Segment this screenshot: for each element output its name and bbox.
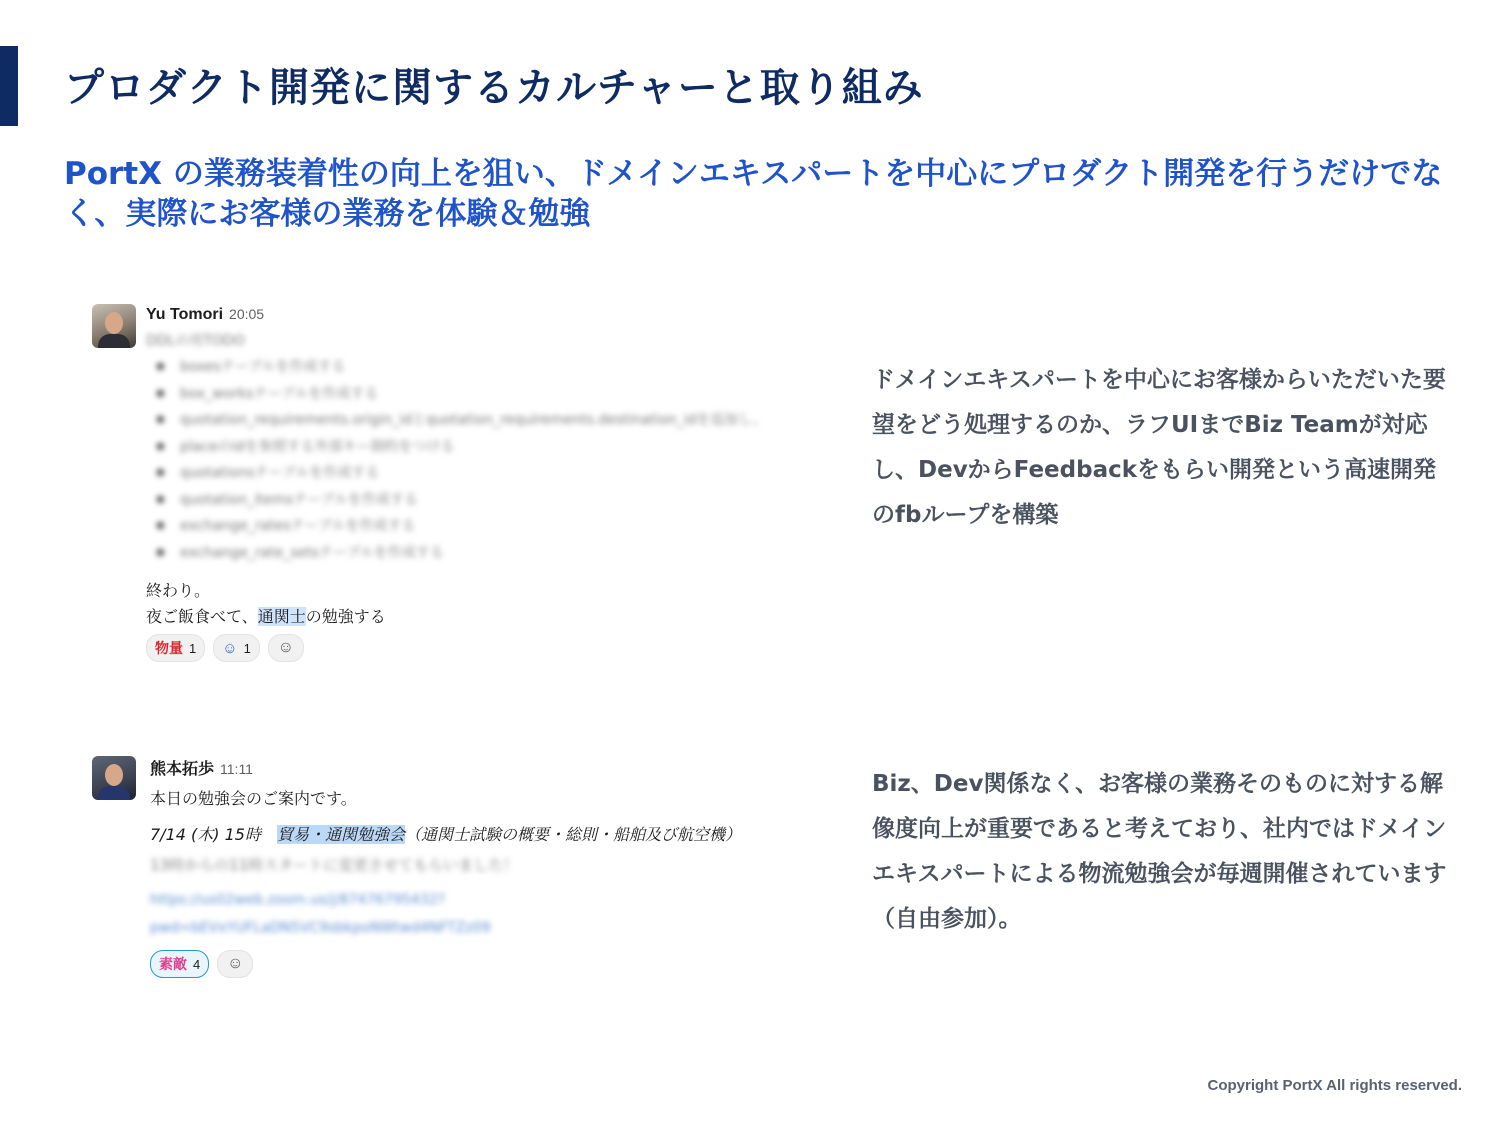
message-line (146, 604, 386, 627)
text-segment: の勉強する (305, 607, 386, 626)
blurred-heading: DDLの用TODO (146, 333, 245, 349)
list-item: ● exchange_rate_setsテーブルを作成する (152, 540, 767, 567)
reaction-pill[interactable] (146, 634, 205, 662)
suteki-emoji-icon: 素敵 (159, 956, 187, 972)
description-2: Biz、Dev関係なく、お客様の業務そのものに対する解像度向上が重要であると考えており、社内ではドメインエキスパートによる物流勉強会が毎週開催されています（自由参加）。 (872, 771, 1447, 932)
reaction-pill[interactable] (213, 634, 260, 662)
add-reaction-button[interactable] (217, 950, 253, 978)
message-time[interactable]: 20:05 (229, 306, 265, 322)
list-item-continuation: ● placeのidを参照する外部キー制約をつける (152, 434, 767, 461)
description-1: ドメインエキスパートを中心にお客様からいただいた要望をどう処理するのか、ラフUIまでBiz Teamが対応し、DevからFeedbackをもらい開発という高速開発のfbループを構築 (872, 367, 1446, 528)
blurred-todo-list (152, 354, 767, 566)
avatar[interactable] (92, 304, 136, 348)
add-emoji-icon: ☺ (227, 955, 244, 972)
list-item: ● quotationsテーブルを作成する (152, 460, 767, 487)
message-line: 終わり。 (146, 581, 211, 600)
list-item: ● quotation_requirements.origin_idとquotation_requirements.destination_idを追加し、 (152, 407, 767, 434)
add-emoji-icon: ☺ (277, 639, 294, 656)
message-line (150, 822, 741, 845)
reaction-count: 1 (189, 640, 197, 656)
reaction-bar (146, 634, 304, 662)
highlighted-keyword[interactable]: 通関士 (257, 607, 306, 626)
sender-name[interactable]: 熊本拓歩 (150, 761, 215, 778)
text-segment: 夜ご飯食べて、 (146, 607, 258, 626)
reaction-count: 4 (193, 956, 201, 972)
list-item: ● boxesテーブルを作成する (152, 354, 767, 381)
add-reaction-button[interactable] (268, 634, 304, 662)
blurred-link[interactable]: pwd=bEVxYUFLaDN5VC9sbkpoNWtwd4NFTZz09 (150, 920, 491, 936)
page-title: プロダクト開発に関するカルチャーと取り組み (64, 65, 924, 111)
text-segment: 7/14 (木) 15時 (150, 825, 261, 844)
highlighted-keyword[interactable]: 貿易・通関勉強会 (276, 825, 405, 844)
blurred-line: 13時からの11時スタートに変更させてもらいました！ (150, 856, 519, 874)
message-line: 本日の勉強会のご案内です。 (150, 789, 357, 808)
list-item: ● quotation_itemsテーブルを作成する (152, 487, 767, 514)
copyright-footer: Copyright PortX All rights reserved. (1207, 1077, 1462, 1094)
message-header (146, 304, 264, 324)
sender-name[interactable]: Yu Tomori (146, 306, 224, 323)
list-item: ● box_worksテーブルを作成する (152, 381, 767, 408)
message-header (150, 756, 253, 779)
face-emoji-icon: ☺ (222, 639, 238, 657)
text-segment: （通関士試験の概要・総則・船舶及び航空機） (404, 825, 741, 844)
message-time[interactable]: 11:11 (220, 761, 253, 777)
blurred-link[interactable]: https://us02web.zoom.us/j/87476795432? (150, 892, 446, 908)
reaction-pill[interactable] (150, 950, 209, 978)
page-subtitle: PortX の業務装着性の向上を狙い、ドメインエキスパートを中心にプロダクト開発を行うだけでなく、実際にお客様の業務を体験＆勉強 (64, 156, 1443, 232)
list-item: ● exchange_ratesテーブルを作成する (152, 513, 767, 540)
reaction-count: 1 (243, 640, 251, 656)
butsuryo-emoji-icon: 物量 (155, 640, 183, 656)
avatar[interactable] (92, 756, 136, 800)
reaction-bar (150, 950, 253, 978)
accent-bar (0, 46, 18, 126)
